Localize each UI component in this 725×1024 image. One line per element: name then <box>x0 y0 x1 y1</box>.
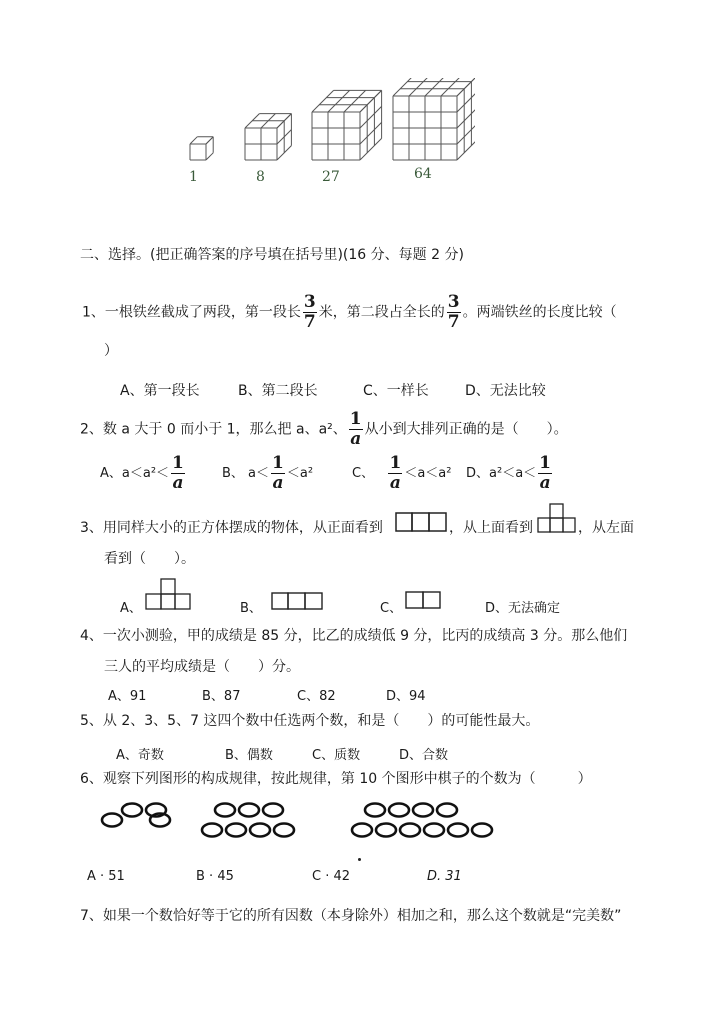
opt-b-cell-2 <box>288 593 305 609</box>
front-view-shape <box>395 512 447 532</box>
q1-frac2-num: 3 <box>447 292 460 312</box>
top-view-cell-top <box>550 504 563 518</box>
q4-line1: 4、一次小测验，甲的成绩是 85 分，比乙的成绩低 9 分，比丙的成绩高 3 分。那么他们 <box>80 628 628 644</box>
chess-piece-ring <box>202 824 222 837</box>
q4-option-c: C、82 <box>297 689 336 704</box>
q3-option-a: A、 <box>120 601 142 616</box>
stray-dot <box>358 858 361 861</box>
cube-stack-3-edge <box>344 90 366 112</box>
opt-c-cell-1 <box>406 592 423 608</box>
q2-opt-c-fraction <box>388 455 402 492</box>
q2-frac-den: a <box>350 429 362 449</box>
chess-piece-ring <box>250 824 270 837</box>
opt-a-cell-1 <box>146 594 161 609</box>
q3-text-c: ，从左面 <box>578 520 634 536</box>
q1-text-b: 米，第二段占全长的 <box>318 304 445 321</box>
chess-piece-ring <box>424 824 444 837</box>
opt-a-cell-2 <box>161 594 175 609</box>
q4-line2: 三人的平均成绩是（ ）分。 <box>104 659 300 675</box>
q3-front-view <box>395 512 447 532</box>
q3-option-d: D、无法确定 <box>485 601 561 616</box>
cube-stack-1-edge <box>206 137 213 144</box>
q2-opt-d-prefix: D、a²＜a＜ <box>466 466 537 481</box>
q1-option-b: B、第二段长 <box>238 383 318 399</box>
q5-line1: 5、从 2、3、5、7 这四个数中任选两个数，和是（ ）的可能性最大。 <box>80 713 540 729</box>
q3-text-a: 3、用同样大小的正方体摆成的物体，从正面看到 <box>80 520 383 536</box>
q6-option-b: B · 45 <box>196 869 234 884</box>
cube-stack-3-edge <box>360 106 382 128</box>
chess-piece-ring <box>389 804 409 817</box>
q2-opt-c-num: 1 <box>389 453 402 473</box>
chess-piece-ring <box>226 824 246 837</box>
opt-c-cell-2 <box>423 592 440 608</box>
q1-line2: ） <box>104 343 118 359</box>
q2-opt-b-prefix: B、 a＜ <box>222 466 270 481</box>
chess-piece-ring <box>215 804 235 817</box>
chess-piece-ring <box>448 824 468 837</box>
q3-line2: 看到（ ）。 <box>104 551 195 567</box>
q1-frac1-den: 7 <box>303 312 316 332</box>
chess-piece-ring <box>472 824 492 837</box>
question-2 <box>80 411 568 448</box>
chess-piece-ring <box>365 804 385 817</box>
chess-piece-ring <box>263 804 283 817</box>
chess-piece-ring <box>376 824 396 837</box>
q1-option-c: C、一样长 <box>363 383 429 399</box>
q2-frac-num: 1 <box>349 409 362 429</box>
q2-opt-a-fraction <box>171 455 185 492</box>
q3-top-view <box>537 503 577 533</box>
q3-option-b: B、 <box>240 601 262 616</box>
q1-frac1-num: 3 <box>303 292 316 312</box>
cube-label-64: 64 <box>414 166 432 182</box>
cube-stack-3-edge <box>312 90 334 112</box>
front-view-cell-1 <box>396 513 412 531</box>
q5-option-d: D、合数 <box>399 748 449 763</box>
front-view-cell-3 <box>429 513 446 531</box>
section-heading: 二、选择。(把正确答案的序号填在括号里)(16 分、每题 2 分) <box>80 247 464 263</box>
opt-b-cell-3 <box>305 593 322 609</box>
q4-option-d: D、94 <box>386 689 426 704</box>
q2-option-a <box>100 455 187 492</box>
chess-piece-ring <box>122 804 142 817</box>
option-a-shape <box>145 578 191 610</box>
cube-stack-1-edge <box>206 153 213 160</box>
q2-opt-b-suffix: ＜a² <box>286 466 314 481</box>
q2-opt-d-fraction <box>538 455 552 492</box>
chess-piece-ring <box>239 804 259 817</box>
q6-option-d: D. 31 <box>427 869 462 884</box>
q3-option-a-shape <box>145 578 191 610</box>
cube-stack-3-edge <box>360 90 382 112</box>
chess-piece-ring <box>400 824 420 837</box>
q2-opt-b-num: 1 <box>272 453 284 473</box>
q5-option-c: C、质数 <box>312 748 361 763</box>
q6-pattern-figure <box>100 798 520 846</box>
q2-fraction <box>349 411 363 448</box>
q4-option-b: B、87 <box>202 689 241 704</box>
cube-stack-3-edge <box>360 138 382 160</box>
chess-piece-ring <box>102 814 122 827</box>
q2-opt-b-den: a <box>272 473 284 493</box>
q1-text-c: 。两端铁丝的长度比较（ <box>462 304 617 321</box>
q2-opt-a-num: 1 <box>172 453 184 473</box>
q2-opt-c-den: a <box>389 473 401 493</box>
opt-a-cell-3 <box>175 594 190 609</box>
cube-stack-3-edge <box>328 90 350 112</box>
chess-piece-ring <box>437 804 457 817</box>
chess-piece-ring <box>413 804 433 817</box>
q2-opt-c-prefix: C、 <box>352 466 375 481</box>
q7-line1: 7、如果一个数恰好等于它的所有因数（本身除外）相加之和，那么这个数就是“完美数” <box>80 908 622 924</box>
q2-opt-d-den: a <box>539 473 551 493</box>
q2-option-d <box>466 455 554 492</box>
q2-opt-c-suffix: ＜a＜a² <box>404 466 452 481</box>
top-view-shape <box>537 503 577 533</box>
q1-fraction-2 <box>447 294 461 331</box>
q1-frac2-den: 7 <box>447 312 460 332</box>
top-view-cell-1 <box>538 518 550 532</box>
cube-label-1: 1 <box>189 169 198 185</box>
q2-text-b: 从小到大排列正确的是（ ）。 <box>364 421 568 438</box>
chess-piece-ring <box>274 824 294 837</box>
top-view-cell-3 <box>563 518 575 532</box>
q5-option-b: B、偶数 <box>225 748 273 763</box>
chess-piece-patterns <box>100 798 520 846</box>
chess-piece-ring <box>352 824 372 837</box>
opt-b-cell-1 <box>272 593 288 609</box>
q3-option-b-shape <box>271 592 323 610</box>
cube-stack-4-edge <box>457 78 475 96</box>
opt-a-cell-top <box>161 579 175 594</box>
q6-option-a: A · 51 <box>87 869 125 884</box>
question-1 <box>82 294 617 331</box>
q2-opt-d-num: 1 <box>539 453 551 473</box>
q2-option-b <box>222 455 313 492</box>
q1-text-a: 1、一根铁丝截成了两段，第一段长 <box>82 304 301 321</box>
q4-option-a: A、91 <box>108 689 147 704</box>
q1-option-a: A、第一段长 <box>120 383 200 399</box>
q2-opt-a-den: a <box>172 473 184 493</box>
q2-text-a: 2、数 a 大于 0 而小于 1，那么把 a、a²、 <box>80 421 347 438</box>
cube-label-8: 8 <box>256 169 265 185</box>
top-view-cell-2 <box>550 518 563 532</box>
q2-opt-a-prefix: A、a＜a²＜ <box>100 466 170 481</box>
option-c-shape <box>405 591 441 609</box>
q2-option-c <box>352 455 451 492</box>
q6-option-c: C · 42 <box>312 869 351 884</box>
q1-fraction-1 <box>303 294 317 331</box>
cube-stack-1-edge <box>190 137 197 144</box>
q3-option-c: C、 <box>380 601 403 616</box>
q6-line1: 6、观察下列图形的构成规律，按此规律，第 10 个图形中棋子的个数为（ ） <box>80 771 592 787</box>
q2-opt-b-fraction <box>271 455 285 492</box>
cube-label-27: 27 <box>322 169 340 185</box>
q3-option-c-shape <box>405 591 441 609</box>
option-b-shape <box>271 592 323 610</box>
q1-option-d: D、无法比较 <box>465 383 546 399</box>
cube-stack-3-edge <box>360 122 382 144</box>
q5-option-a: A、奇数 <box>116 748 164 763</box>
front-view-cell-2 <box>412 513 429 531</box>
q3-text-b: ，从上面看到 <box>449 520 533 536</box>
